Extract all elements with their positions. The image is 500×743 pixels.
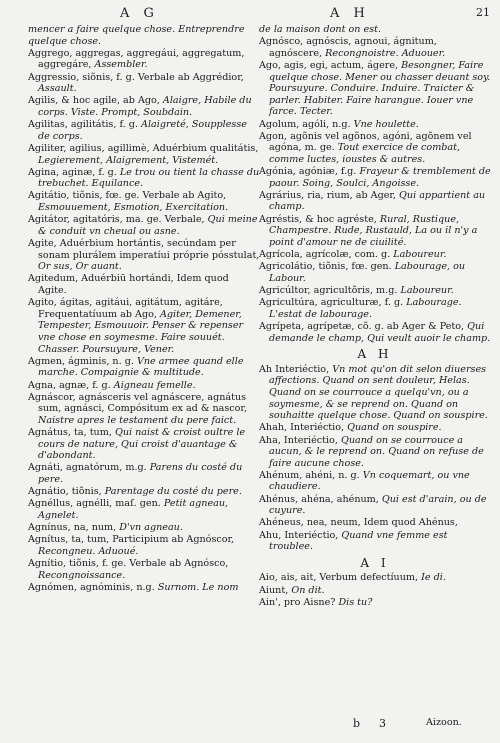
entry-headword: Ahah, Interiéctio,	[259, 422, 345, 434]
dictionary-entry	[28, 558, 260, 581]
dictionary-entry	[259, 321, 491, 344]
entry-french-gloss: Recongnoistre. Aduouer.	[325, 47, 446, 59]
entry-headword: Agnátus, ta, tum,	[28, 427, 112, 439]
entry-french-gloss: mencer a faire quelque chose. Entreprendre quelque chose.	[28, 24, 245, 47]
dictionary-entry	[28, 380, 260, 392]
dictionary-entry	[259, 214, 491, 249]
entry-headword: Agon, agõnis vel agõnos, agóni, agõnem vel agóna, m. ge.	[259, 130, 472, 154]
entry-french-gloss: Surnom. Le nom	[157, 581, 239, 593]
entry-headword: Ahéneus, nea, neum, Idem quod Ahénus,	[259, 517, 458, 529]
dictionary-entry	[259, 36, 491, 59]
entry-headword: Agnómen, agnóminis, n.g.	[28, 581, 155, 593]
dictionary-entry	[28, 534, 260, 557]
entry-french-gloss: Frayeur & tremblement de paour. Soing, Soulci, Angoisse.	[269, 166, 491, 189]
dictionary-entry	[28, 427, 260, 462]
section-heading: A H	[357, 347, 393, 362]
entry-headword: Agna, agnæ, f. g.	[28, 379, 111, 391]
entry-french-gloss: Parentage du costé du pere.	[104, 486, 242, 498]
section-heading: A I	[360, 555, 390, 570]
entry-headword: Agnátio, tiõnis,	[28, 486, 102, 498]
signature-mark: b	[353, 717, 361, 730]
entry-french-gloss: Esmouuement, Esmotion, Exercitation.	[38, 202, 229, 214]
entry-headword: Ahu, Interiéctio,	[259, 529, 339, 541]
entry-headword: Aiunt,	[259, 584, 289, 596]
entry-french-gloss: D'vn agneau.	[119, 522, 183, 534]
dictionary-entry	[28, 24, 260, 47]
entry-headword: Ain', pro Aisne?	[259, 596, 336, 608]
entry-headword: Agnáscor, agnásceris vel agnáscere, agnátus sum, agnásci, Compósitum ex ad & nascor,	[28, 391, 248, 415]
dictionary-entry	[259, 470, 491, 493]
entry-headword: Ahénus, ahéna, ahénum,	[259, 493, 379, 505]
entry-french-gloss: Or sus, Or auant.	[38, 261, 122, 273]
header-right-letters: A H	[330, 6, 370, 21]
entry-headword: Ago, agis, egi, actum, ágere,	[259, 59, 399, 71]
dictionary-entry	[28, 297, 260, 355]
entry-headword: Agina, aginæ, f. g.	[28, 166, 117, 178]
dictionary-entry	[259, 60, 491, 118]
dictionary-entry	[259, 261, 491, 284]
entry-headword: Agnítio, tiõnis, f. ge. Verbale ab Agnósco,	[28, 558, 229, 570]
entry-headword: Agrípeta, agrípetæ, cõ. g. ab Ager & Peto,	[259, 320, 465, 332]
entry-french-gloss: Vne houlette.	[353, 118, 419, 130]
entry-french-gloss: Tout exercice de combat, comme luctes, ioustes & autres.	[269, 142, 461, 165]
dictionary-entry	[259, 597, 491, 609]
entry-french-gloss: Qui demande le champ, Qui veult auoir le champ.	[269, 320, 491, 344]
entry-french-gloss: Besongner, Faire quelque chose. Mener ou chasser deuant soy. Poursuyure. Conduire. Induire. Traicter & parler. Habiter. Faire harangue. Iouer vne farce. Tecter.	[269, 59, 491, 118]
left-column	[28, 24, 260, 594]
entry-headword: Agricultúra, agriculturæ, f. g.	[259, 297, 404, 309]
dictionary-entry	[28, 522, 260, 534]
entry-french-gloss: Rural, Rustique, Champestre. Rude, Rustauld, La ou il n'y a point d'amour ne de ciuilité.	[269, 213, 478, 248]
entry-french-gloss: Assault.	[38, 83, 77, 95]
entry-french-gloss: Ie di.	[421, 572, 446, 584]
entry-french-gloss: Agiter, Demener, Tempester, Esmouuoir. Penser & repenser vne chose en soymesme. Faire souuét. Chasser. Poursuyure, Vener.	[38, 308, 244, 355]
entry-french-gloss: Qui est d'arain, ou de cuyure.	[269, 493, 487, 517]
entry-french-gloss: Assembler.	[94, 59, 148, 71]
dictionary-entry	[259, 572, 491, 584]
entry-french-gloss: Vn mot qu'on dit selon diuerses affections. Quand on sent douleur, Helas. Quand on se courrouce a quelqu'vn, ou a soymesme, & se reprend on. Quand on souhaitte quelque chose. Quand on souspire.	[269, 363, 488, 422]
page-number: 21	[476, 6, 490, 19]
entry-french-gloss: Labourage, ou Labour.	[269, 261, 466, 284]
entry-headword: Agnínus, na, num,	[28, 522, 117, 534]
entry-french-gloss: Alaigreté, Soupplesse de corps.	[38, 119, 247, 142]
dictionary-entry	[259, 422, 491, 434]
entry-headword: Agnósco, agnóscis, agnoui, ágnitum, agnóscere,	[259, 36, 437, 59]
entry-french-gloss: Qui naist & croist oultre le cours de nature, Qui croist d'auantage & d'abondant.	[38, 427, 246, 462]
entry-headword: Aggrego, aggregas, aggregáui, aggregatum, aggregáre,	[28, 47, 245, 71]
entry-headword: Agitátio, tiõnis, fœ. ge. Verbale ab Agito,	[28, 190, 227, 202]
entry-french-gloss: Quand on se courrouce a aucun, & le reprend on. Quand on refuse de faire aucune chose.	[269, 434, 484, 469]
dictionary-entry	[28, 95, 260, 118]
entry-french-gloss: Parens du costé du pere.	[38, 462, 243, 486]
dictionary-entry	[259, 119, 491, 131]
entry-french-gloss: Qui appartient au champ.	[269, 189, 486, 213]
entry-headword: Agrárius, ria, rium, ab Ager,	[259, 189, 396, 201]
dictionary-entry	[28, 356, 260, 379]
entry-french-gloss: Quand on souspire.	[347, 422, 442, 434]
entry-headword: Agilitas, agilitátis, f. g.	[28, 119, 138, 131]
entry-headword: Agnéllus, agnélli, maſ. gen.	[28, 498, 161, 510]
dictionary-entry	[28, 238, 260, 273]
entry-french-gloss: Qui meine & conduit vn cheual ou asne.	[38, 214, 258, 237]
entry-headword: Agónia, agóniæ, f.g.	[259, 166, 357, 178]
entry-french-gloss: Vne armee quand elle marche. Compaignie & multitude.	[38, 355, 244, 379]
entry-headword: Aha, Interiéctio,	[259, 434, 338, 446]
header-left-letters: A G	[120, 6, 159, 21]
entry-french-gloss: de la maison dont on est.	[259, 24, 382, 35]
entry-headword: Agréstis, & hoc agréste,	[259, 213, 377, 225]
dictionary-entry	[28, 48, 260, 71]
dictionary-entry	[28, 582, 260, 594]
dictionary-entry	[259, 585, 491, 597]
dictionary-entry	[28, 190, 260, 213]
entry-headword: Agito, ágitas, agitáui, agitátum, agitáre, Frequentatíuum ab Ago,	[28, 297, 223, 320]
entry-french-gloss: Recongnoissance.	[38, 569, 126, 581]
entry-headword: Agricolátio, tiõnis, fœ. gen.	[259, 261, 392, 273]
dictionary-entry	[28, 143, 260, 166]
entry-french-gloss: Petit agneau, Agnelet.	[38, 498, 229, 522]
dictionary-entry	[259, 435, 491, 470]
entry-headword: Aggressio, siõnis, f. g. Verbale ab Aggrédior,	[28, 71, 244, 83]
entry-headword: Agrícola, agrícolæ, com. g.	[259, 249, 391, 261]
dictionary-entry	[28, 119, 260, 142]
catchword: Aizoon.	[426, 717, 462, 728]
dictionary-entry	[28, 214, 260, 237]
page-footer	[0, 717, 500, 733]
entry-french-gloss: Quand vne femme est troublee.	[269, 529, 448, 553]
entry-headword: Agilis, & hoc agile, ab Ago,	[28, 95, 160, 107]
dictionary-entry	[259, 285, 491, 297]
dictionary-entry	[259, 297, 491, 320]
entry-headword: Ahénum, ahéni, n. g.	[259, 469, 360, 481]
entry-french-gloss: Legierement, Alaigrement, Vistemét.	[38, 154, 219, 166]
entry-french-gloss: Laboureur.	[393, 249, 447, 261]
entry-french-gloss: Alaigre, Habile du corps. Viste. Prompt, Soubdain.	[38, 95, 252, 118]
dictionary-entry	[259, 131, 491, 166]
entry-french-gloss: Dis tu?	[338, 596, 373, 608]
entry-french-gloss: Aigneau femelle.	[113, 379, 196, 391]
dictionary-entry	[259, 364, 491, 422]
entry-headword: Agiliter, agilius, agillimè, Aduérbium qualitátis,	[28, 142, 259, 154]
entry-headword: Ah Interiéctio,	[259, 363, 330, 375]
entry-headword: Agite, Aduérbium hortántis, secúndam per sonam plurálem imperatíui próprie pósstulat,	[28, 238, 260, 261]
signature-number: 3	[379, 717, 386, 730]
dictionary-entry	[259, 190, 491, 213]
entry-headword: Agmen, ágminis, n. g.	[28, 355, 134, 367]
dictionary-entry	[259, 249, 491, 261]
entry-french-gloss: Vn coquemart, ou vne chaudiere.	[269, 469, 470, 493]
dictionary-entry	[28, 72, 260, 95]
entry-french-gloss: Laboureur.	[400, 285, 454, 296]
dictionary-entry	[259, 517, 491, 529]
entry-headword: Agolum, agóli, n.g.	[259, 118, 351, 130]
entry-headword: Agnítus, ta, tum, Participium ab Agnóscor,	[28, 534, 235, 546]
dictionary-entry	[28, 392, 260, 427]
dictionary-entry	[259, 166, 491, 189]
entry-headword: Agnáti, agnatórum, m.g.	[28, 462, 147, 474]
dictionary-entry	[28, 498, 260, 521]
entry-french-gloss: On dit.	[291, 584, 325, 596]
dictionary-entry	[259, 24, 491, 36]
dictionary-entry	[28, 462, 260, 485]
entry-french-gloss: Le trou ou tient la chasse du trebuchet. Equilance.	[38, 166, 260, 190]
entry-headword: Aio, ais, ait, Verbum defectíuum,	[259, 572, 419, 584]
entry-headword: Agitátor, agitatóris, ma. ge. Verbale,	[28, 214, 205, 226]
right-column	[259, 24, 491, 609]
dictionary-entry	[28, 167, 260, 190]
entry-headword: Agitedum, Aduérbiū hortándi, Idem quod Agite.	[28, 273, 229, 296]
entry-headword: Agricúltor, agricultõris, m.g.	[259, 285, 398, 296]
entry-french-gloss: Recongneu. Aduoué.	[38, 546, 139, 557]
dictionary-entry	[28, 486, 260, 498]
dictionary-entry	[259, 530, 491, 553]
running-header	[0, 6, 500, 22]
entry-french-gloss: Naistre apres le testament du pere faict.	[38, 414, 237, 426]
dictionary-entry	[259, 494, 491, 517]
entry-french-gloss: Labourage. L'estat de labourage.	[269, 297, 462, 320]
dictionary-entry	[28, 273, 260, 296]
